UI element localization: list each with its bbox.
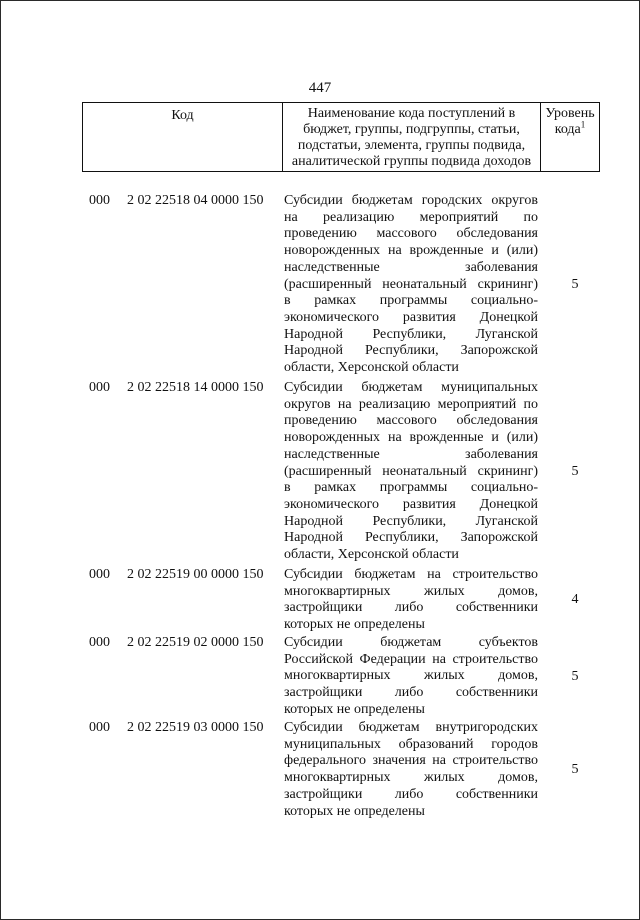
row-name-line: муниципальных образований городов xyxy=(284,736,538,752)
row-name-line: Субсидии бюджетам муниципальных xyxy=(284,380,538,395)
row-name-line: наследственные заболевания xyxy=(284,259,538,275)
row-level: 5 xyxy=(571,762,579,777)
row-name-line: которых не определены xyxy=(284,617,425,633)
row-level: 5 xyxy=(571,669,579,684)
row-name-line: Народной Республики, Запорожской xyxy=(284,530,538,546)
header-name-line: подстатьи, элемента, группы подвида, xyxy=(297,138,526,153)
row-name-line: наследственные заболевания xyxy=(284,446,538,462)
row-name-line: которых не определены xyxy=(284,803,425,819)
row-admin-code: 000 xyxy=(89,720,110,735)
row-name-line: федерального значения на строительство xyxy=(284,753,538,769)
row-name-line: многоквартирных жилых домов, xyxy=(284,770,538,786)
row-level: 4 xyxy=(571,592,579,607)
row-income-code: 2 02 22518 04 0000 150 xyxy=(127,193,264,208)
row-name-line: Субсидии бюджетам внутригородских xyxy=(284,720,538,735)
table-header xyxy=(82,102,600,172)
header-name-line: бюджет, группы, подгруппы, статьи, xyxy=(303,122,520,137)
row-admin-code: 000 xyxy=(89,380,110,395)
row-name-line: Народной Республики, Луганской xyxy=(284,326,538,342)
row-name xyxy=(284,193,538,377)
row-name-line: (расширенный неонатальный скрининг) xyxy=(284,276,538,292)
row-name-line: застройщики либо собственники xyxy=(284,685,538,701)
row-name-line: в рамках программы социально- xyxy=(284,480,538,496)
row-name-line: в рамках программы социально- xyxy=(284,293,538,309)
row-name-line: экономического развития Донецкой xyxy=(284,496,538,512)
row-name-line: Народной Республики, Луганской xyxy=(284,513,538,529)
header-name-line: аналитической группы подвида доходов xyxy=(291,154,532,169)
row-admin-code: 000 xyxy=(89,567,110,582)
footnote-marker: 1 xyxy=(580,119,586,130)
header-level-cell xyxy=(541,103,599,171)
row-name xyxy=(284,720,538,820)
row-name-line: Субсидии бюджетам субъектов xyxy=(284,635,538,650)
row-income-code: 2 02 22519 00 0000 150 xyxy=(127,567,264,582)
header-name-cell xyxy=(283,103,541,171)
row-name-line: области, Херсонской области xyxy=(284,360,459,376)
row-name-line: которых не определены xyxy=(284,701,425,717)
page-number: 447 xyxy=(308,80,332,96)
row-name-line: проведению массового обследования xyxy=(284,226,538,242)
row-name-line: новорожденных на врожденные и (или) xyxy=(284,243,538,259)
row-name-line: застройщики либо собственники xyxy=(284,786,538,802)
row-name-line: области, Херсонской области xyxy=(284,547,459,563)
row-name xyxy=(284,380,538,564)
row-income-code: 2 02 22518 14 0000 150 xyxy=(127,380,264,395)
header-name-line: Наименование кода поступлений в xyxy=(307,106,516,121)
row-income-code: 2 02 22519 03 0000 150 xyxy=(127,720,264,735)
row-name-line: проведению массового обследования xyxy=(284,413,538,429)
row-name-line: экономического развития Донецкой xyxy=(284,309,538,325)
row-admin-code: 000 xyxy=(89,193,110,208)
row-level: 5 xyxy=(571,464,579,479)
row-name-line: на реализацию мероприятий по xyxy=(284,209,538,225)
row-name-line: новорожденных на врожденные и (или) xyxy=(284,430,538,446)
row-name-line: многоквартирных жилых домов, xyxy=(284,668,538,684)
header-code-cell: Код xyxy=(83,103,283,171)
row-name-line: Субсидии бюджетам на строительство xyxy=(284,567,538,582)
row-name xyxy=(284,567,538,634)
header-level-label: Уровень xyxy=(545,106,595,121)
header-level-label-2: кода xyxy=(554,122,581,137)
row-name-line: Субсидии бюджетам городских округов xyxy=(284,193,538,208)
header-level-sub xyxy=(541,119,599,138)
row-name-line: многоквартирных жилых домов, xyxy=(284,583,538,599)
row-admin-code: 000 xyxy=(89,635,110,650)
row-income-code: 2 02 22519 02 0000 150 xyxy=(127,635,264,650)
row-name-line: Народной Республики, Запорожской xyxy=(284,343,538,359)
row-name xyxy=(284,635,538,719)
row-name-line: Российской Федерации на строительство xyxy=(284,651,538,667)
row-name-line: застройщики либо собственники xyxy=(284,600,538,616)
row-level: 5 xyxy=(571,277,579,292)
row-name-line: округов на реализацию мероприятий по xyxy=(284,396,538,412)
row-name-line: (расширенный неонатальный скрининг) xyxy=(284,463,538,479)
